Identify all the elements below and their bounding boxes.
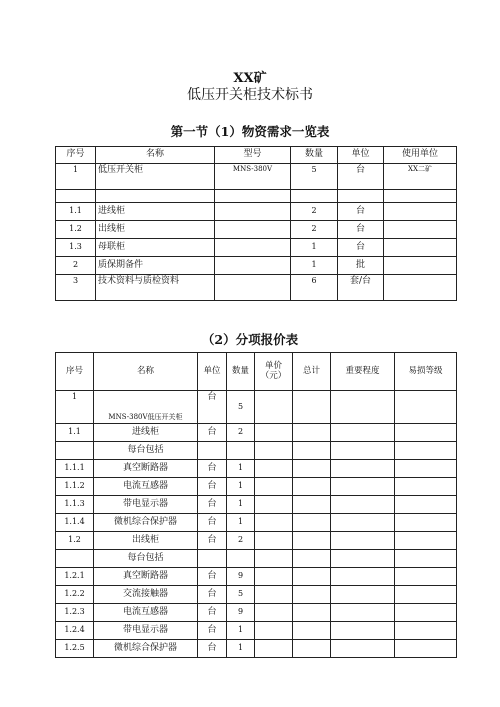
row-unit: 批 <box>338 257 384 275</box>
row-no: 1.2.2 <box>56 586 94 604</box>
table-row <box>56 640 457 658</box>
table-row <box>56 424 457 442</box>
row-user: XX二矿 <box>384 164 457 190</box>
table-row <box>56 514 457 532</box>
table-row <box>56 622 457 640</box>
row-no: 1.1.4 <box>56 514 94 532</box>
row-qty: 1 <box>291 257 338 275</box>
row-qty: 1 <box>227 460 255 478</box>
table-row <box>56 604 457 622</box>
table-row <box>56 550 457 568</box>
row-name: MNS-380V低压开关柜 <box>94 391 198 424</box>
row-no <box>56 442 94 460</box>
row-no: 1.1 <box>56 203 96 221</box>
row-unit: 台 <box>198 604 227 622</box>
table-row <box>56 275 457 301</box>
row-no: 1.2.5 <box>56 640 94 658</box>
row-user <box>384 203 457 221</box>
row-unit: 台 <box>198 478 227 496</box>
row-name: 交流接触器 <box>94 586 198 604</box>
row-qty <box>227 442 255 460</box>
col-header: 总计 <box>293 353 331 391</box>
row-name: 电流互感器 <box>94 604 198 622</box>
row-unit: 台 <box>338 164 384 190</box>
row-no: 1.1 <box>56 424 94 442</box>
row-model <box>215 203 291 221</box>
col-header: 使用单位 <box>384 147 457 164</box>
row-unit <box>198 550 227 568</box>
row-qty: 2 <box>227 424 255 442</box>
col-header: 单位 <box>198 353 227 391</box>
table-row <box>56 568 457 586</box>
col-header: 型号 <box>215 147 291 164</box>
row-no: 2 <box>56 257 96 275</box>
row-unit: 台 <box>198 622 227 640</box>
table-row <box>56 391 457 424</box>
row-user <box>384 275 457 301</box>
row-unit: 台 <box>198 391 227 424</box>
row-model <box>215 257 291 275</box>
row-no <box>56 550 94 568</box>
row-unit: 台 <box>198 424 227 442</box>
row-qty: 9 <box>227 604 255 622</box>
col-header: 单位 <box>338 147 384 164</box>
row-unit: 台 <box>198 496 227 514</box>
row-name: 微机综合保护器 <box>94 514 198 532</box>
mine-name: XX矿 <box>233 71 267 86</box>
row-qty: 2 <box>227 532 255 550</box>
row-model <box>215 239 291 257</box>
table-row <box>56 239 457 257</box>
row-no: 1.2 <box>56 221 96 239</box>
row-qty: 1 <box>227 514 255 532</box>
row-name: 母联柜 <box>96 239 215 257</box>
row-unit: 台 <box>198 640 227 658</box>
row-qty: 1 <box>227 640 255 658</box>
row-name: 低压开关柜 <box>96 164 215 190</box>
col-header: 序号 <box>56 147 96 164</box>
table-row <box>56 460 457 478</box>
section1-title: 第一节（1）物资需求一览表 <box>170 124 330 139</box>
table-row <box>56 221 457 239</box>
row-qty: 2 <box>291 203 338 221</box>
row-unit: 台 <box>198 586 227 604</box>
row-name: 真空断路器 <box>94 568 198 586</box>
row-qty: 6 <box>291 275 338 301</box>
table-row <box>56 496 457 514</box>
row-qty: 1 <box>227 478 255 496</box>
row-unit: 台 <box>198 532 227 550</box>
row-no: 1.1.2 <box>56 478 94 496</box>
row-no: 3 <box>56 275 96 301</box>
table-row <box>56 532 457 550</box>
row-unit: 台 <box>338 203 384 221</box>
quote-table-header <box>56 353 457 391</box>
row-no: 1.2.3 <box>56 604 94 622</box>
row-unit: 台 <box>198 460 227 478</box>
table-row <box>56 442 457 460</box>
row-qty: 5 <box>227 586 255 604</box>
row-name: 出线柜 <box>96 221 215 239</box>
section2-title: （2）分项报价表 <box>201 332 299 347</box>
col-header: 名称 <box>96 147 215 164</box>
row-no: 1.2 <box>56 532 94 550</box>
row-unit: 台 <box>338 239 384 257</box>
row-name: 进线柜 <box>96 203 215 221</box>
row-name: 带电显示器 <box>94 496 198 514</box>
col-header: 易损等级 <box>395 353 457 391</box>
col-header: 数量 <box>291 147 338 164</box>
row-user <box>384 257 457 275</box>
row-no: 1.1.3 <box>56 496 94 514</box>
table-row <box>56 257 457 275</box>
row-qty: 1 <box>227 496 255 514</box>
row-unit: 台 <box>198 514 227 532</box>
row-unit: 台 <box>198 568 227 586</box>
row-model: MNS-380V <box>215 164 291 190</box>
col-header-unit-price <box>255 353 293 391</box>
demand-table-header <box>56 147 457 164</box>
row-name: 电流互感器 <box>94 478 198 496</box>
col-header: 重要程度 <box>331 353 395 391</box>
row-name: 每台包括 <box>94 442 198 460</box>
row-qty: 5 <box>291 164 338 190</box>
row-qty: 5 <box>227 391 255 424</box>
row-unit: 台 <box>338 221 384 239</box>
row-qty <box>227 550 255 568</box>
row-model <box>215 275 291 301</box>
row-no: 1.3 <box>56 239 96 257</box>
row-unit: 套/台 <box>338 275 384 301</box>
row-no: 1.2.4 <box>56 622 94 640</box>
row-qty: 2 <box>291 221 338 239</box>
row-user <box>384 221 457 239</box>
row-name: 出线柜 <box>94 532 198 550</box>
row-unit <box>198 442 227 460</box>
table-row <box>56 190 457 203</box>
row-name: 每台包括 <box>94 550 198 568</box>
col-header: 序号 <box>56 353 94 391</box>
table-row <box>56 203 457 221</box>
row-name: 带电显示器 <box>94 622 198 640</box>
demand-table <box>55 146 457 301</box>
row-no: 1 <box>56 164 96 190</box>
row-no: 1.2.1 <box>56 568 94 586</box>
row-name: 真空断路器 <box>94 460 198 478</box>
row-name: 进线柜 <box>94 424 198 442</box>
quote-table <box>55 352 457 658</box>
row-name: 微机综合保护器 <box>94 640 198 658</box>
row-qty: 1 <box>291 239 338 257</box>
table-row <box>56 478 457 496</box>
row-no: 1 <box>56 391 94 424</box>
unit-price-label: 单价 <box>264 361 282 372</box>
row-name: 技术资料与质检资料 <box>96 275 215 301</box>
row-name: 质保期备件 <box>96 257 215 275</box>
row-qty: 9 <box>227 568 255 586</box>
table-row <box>56 164 457 190</box>
row-no: 1.1.1 <box>56 460 94 478</box>
row-user <box>384 239 457 257</box>
unit-price-currency: （元） <box>260 370 287 381</box>
row-qty: 1 <box>227 622 255 640</box>
row-model <box>215 221 291 239</box>
table-row <box>56 586 457 604</box>
document-title: 低压开关柜技术标书 <box>187 87 313 103</box>
col-header: 名称 <box>94 353 198 391</box>
col-header: 数量 <box>227 353 255 391</box>
